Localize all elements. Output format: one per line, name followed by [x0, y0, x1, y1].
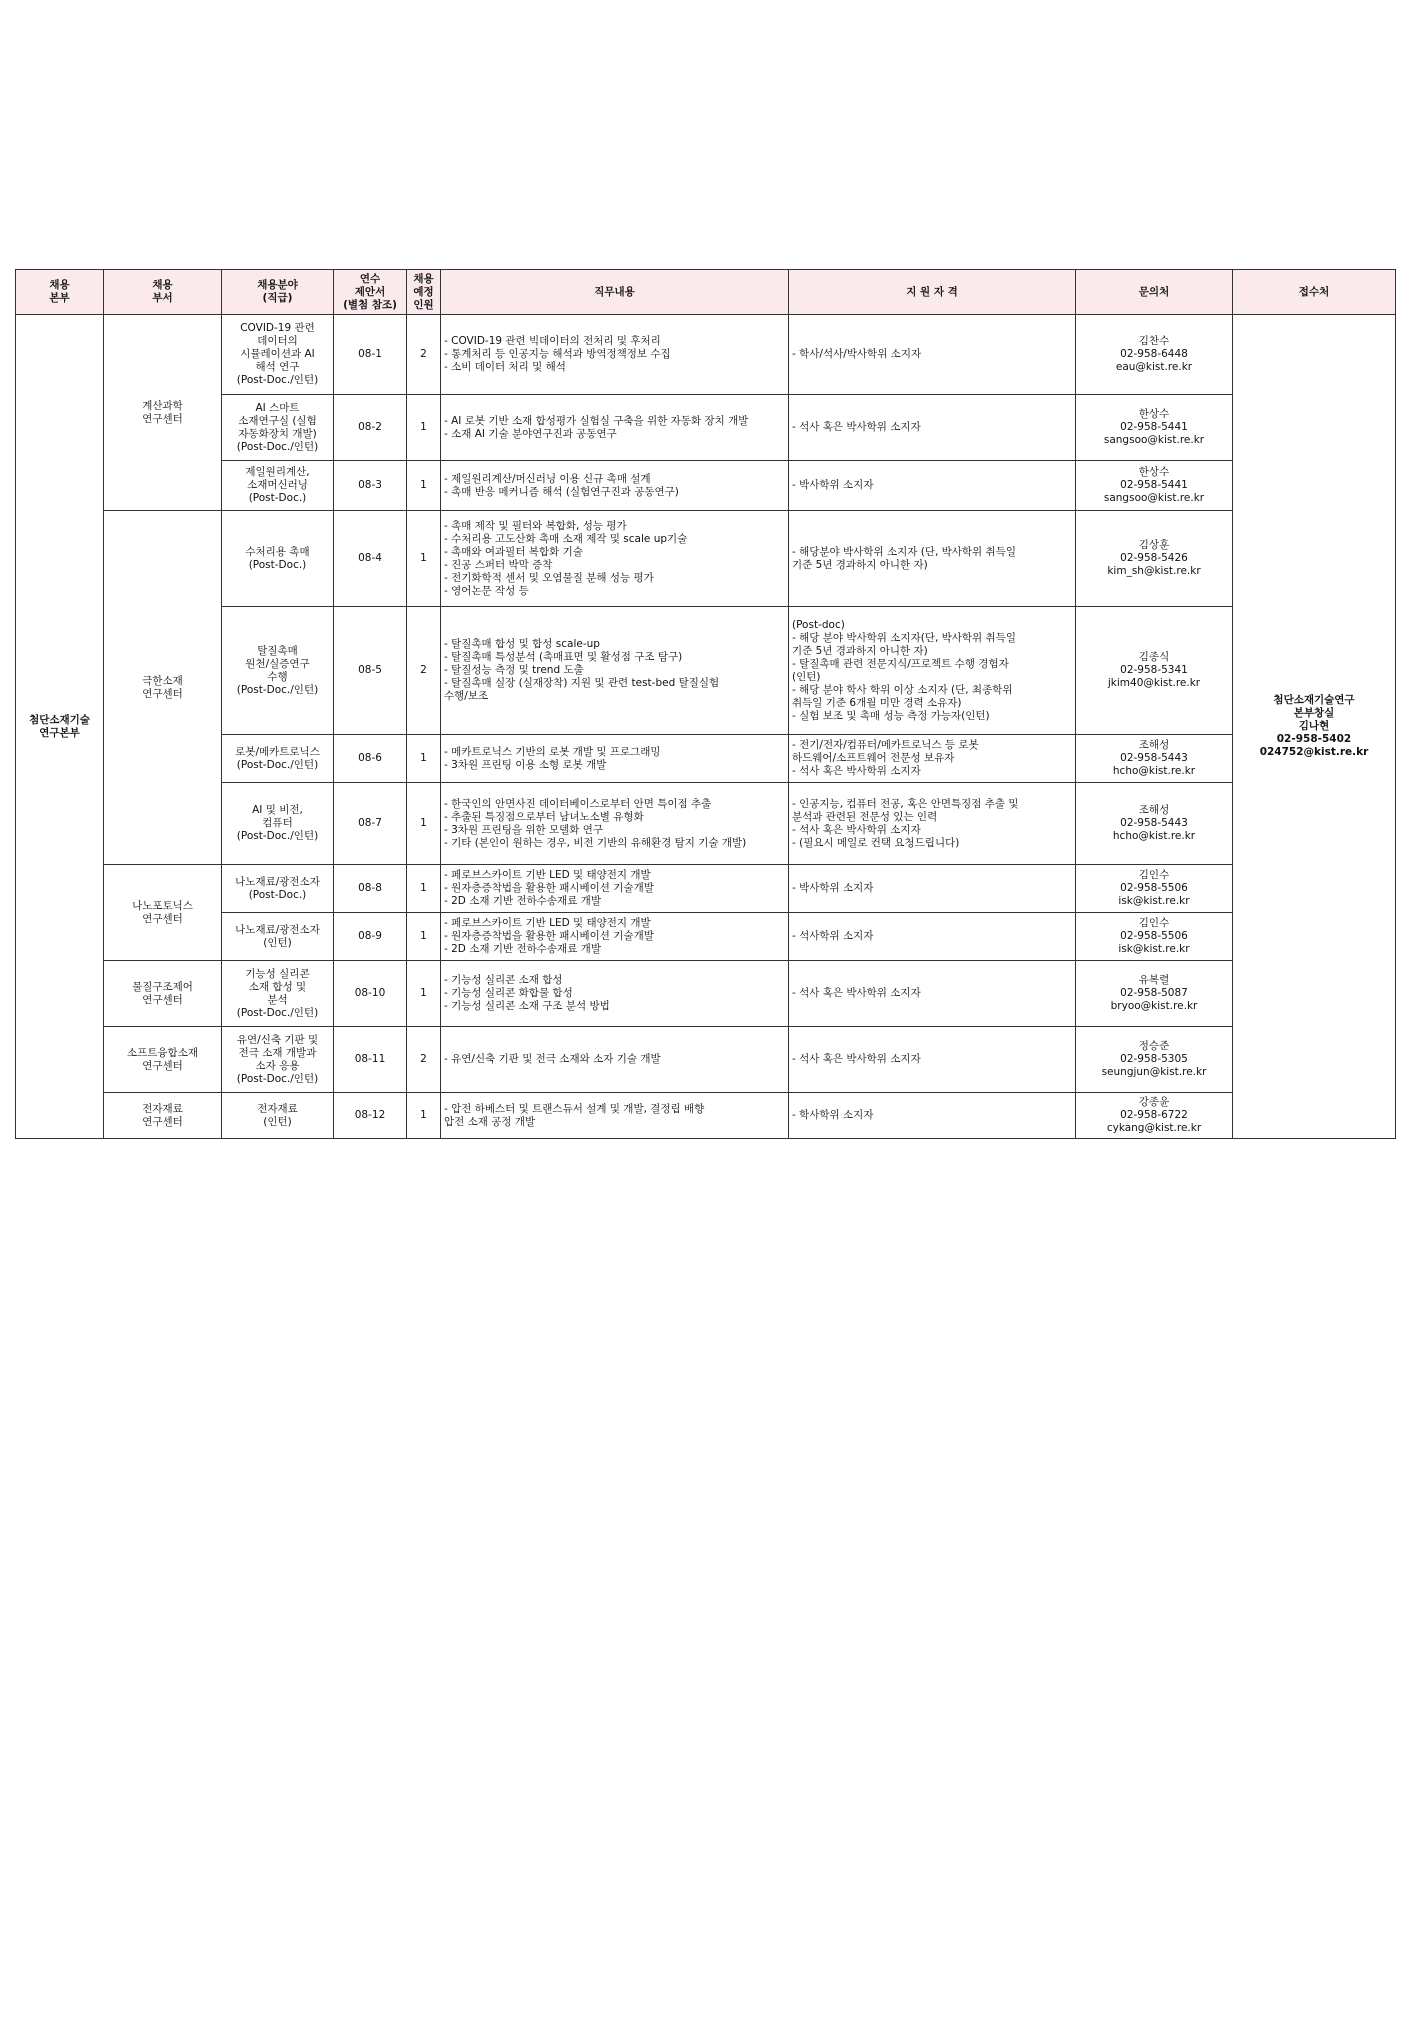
- proposal-code-cell: [334, 913, 407, 961]
- department-text: 나노포토닉스: [132, 899, 193, 912]
- field-text: COVID-19 관련: [240, 322, 315, 334]
- proposal-code-cell: [334, 315, 407, 395]
- contact-line: 02-958-5341: [1120, 664, 1188, 676]
- reception-text: 02-958-5402: [1276, 733, 1352, 745]
- contact-cell: [1076, 607, 1233, 735]
- department-text: 연구센터: [142, 1115, 183, 1128]
- header-text: 예정: [413, 285, 434, 298]
- hire-count: 1: [420, 752, 427, 764]
- duty-line: - 유연/신축 기판 및 전극 소재와 소자 기술 개발: [444, 1053, 661, 1065]
- duties-cell: [441, 315, 789, 395]
- contact-cell: [1076, 913, 1233, 961]
- proposal-code: 08-12: [354, 1109, 386, 1121]
- field-cell: [222, 395, 334, 461]
- proposal-code-cell: [334, 511, 407, 607]
- count-cell: [407, 607, 441, 735]
- header-text: 연수: [359, 272, 381, 285]
- recruitment-table: [15, 269, 1396, 1139]
- field-cell: [222, 511, 334, 607]
- hire-count: 1: [420, 987, 427, 999]
- header-text: 채용: [413, 272, 434, 285]
- qualification-line: - 석사 혹은 박사학위 소지자: [792, 1053, 921, 1065]
- qualification-line: - 탈질촉매 관련 전문지식/프로젝트 수행 경험자: [792, 657, 1009, 670]
- contact-line: 02-958-6722: [1120, 1109, 1188, 1121]
- proposal-code: 08-11: [354, 1053, 386, 1065]
- contact-line: 02-958-5441: [1120, 479, 1188, 491]
- proposal-code: 08-10: [354, 987, 386, 999]
- contact-line: 김인수: [1138, 869, 1170, 881]
- contact-line: 김종식: [1138, 651, 1170, 663]
- qualifications-cell: [789, 315, 1076, 395]
- duties-cell: [441, 607, 789, 735]
- duty-line: - AI 로봇 기반 소재 합성평가 실험실 구축을 위한 자동화 장치 개발: [444, 414, 749, 427]
- header-text: 채용: [152, 279, 173, 291]
- header-qualifications: [789, 270, 1076, 315]
- contact-cell: [1076, 395, 1233, 461]
- qualification-line: - 학사/석사/박사학위 소지자: [792, 348, 922, 360]
- table-body: [16, 315, 1396, 1139]
- duty-line: - 페로브스카이트 기반 LED 및 태양전지 개발: [444, 917, 651, 929]
- proposal-code: 08-4: [358, 552, 382, 564]
- qualification-line: 취득일 기준 6개월 미만 경력 소유자): [792, 696, 962, 709]
- contact-cell: [1076, 865, 1233, 913]
- contact-cell: [1076, 783, 1233, 865]
- contact-line: 02-958-5305: [1120, 1053, 1188, 1065]
- duty-line: - 탈질촉매 특성분석 (촉매표면 및 활성점 구조 탐구): [444, 651, 683, 663]
- field-text: 소재머신러닝: [247, 479, 308, 491]
- contact-line: 김찬수: [1138, 335, 1170, 347]
- hire-count: 2: [420, 348, 427, 360]
- header-text: 직무내용: [594, 285, 635, 298]
- reception-text: 첨단소재기술연구: [1273, 694, 1355, 706]
- table-row: [16, 735, 1396, 783]
- proposal-code: 08-8: [358, 882, 382, 894]
- qualification-line: - 학사학위 소지자: [792, 1109, 874, 1121]
- field-text: 탈질촉매: [257, 644, 298, 657]
- duty-line: - 진공 스퍼터 박막 증착: [444, 558, 553, 571]
- duty-line: - COVID-19 관련 빅데이터의 전처리 및 후처리: [444, 335, 661, 347]
- proposal-code: 08-6: [358, 752, 382, 764]
- duty-line: - 소재 AI 기술 분야연구진과 공동연구: [444, 427, 617, 440]
- duties-cell: [441, 511, 789, 607]
- table-row: [16, 913, 1396, 961]
- field-text: 컴퓨터: [262, 817, 293, 829]
- department-text: 계산과학: [142, 399, 183, 412]
- table-row: [16, 461, 1396, 511]
- header-text: 제안서: [354, 285, 386, 298]
- qualification-line: (인턴): [792, 670, 821, 683]
- duties-cell: [441, 865, 789, 913]
- division-text: 연구본부: [39, 726, 80, 739]
- field-text: 전극 소재 개발과: [238, 1046, 317, 1059]
- proposal-code-cell: [334, 395, 407, 461]
- qualifications-cell: [789, 865, 1076, 913]
- field-text: (Post-Doc.): [248, 492, 307, 504]
- contact-line: 한상수: [1138, 408, 1170, 420]
- duty-line: - 탈질촉매 합성 및 합성 scale-up: [444, 638, 600, 650]
- contact-line: 02-958-5426: [1120, 552, 1188, 564]
- reception-text: 024752@kist.re.kr: [1259, 746, 1369, 758]
- contact-line: 02-958-5506: [1120, 930, 1188, 942]
- count-cell: [407, 395, 441, 461]
- header-reception: [1233, 270, 1396, 315]
- contact-line: isk@kist.re.kr: [1118, 895, 1190, 907]
- duties-cell: [441, 395, 789, 461]
- table-row: [16, 1093, 1396, 1139]
- field-text: 분석: [267, 993, 288, 1006]
- proposal-code: 08-1: [358, 348, 382, 360]
- qualification-line: - 석사 혹은 박사학위 소지자: [792, 987, 921, 999]
- duty-line: - 촉매 제작 및 필터와 복합화, 성능 평가: [444, 519, 627, 532]
- qualifications-cell: [789, 607, 1076, 735]
- proposal-code: 08-7: [358, 817, 382, 829]
- field-text: 나노재료/광전소자: [235, 923, 320, 936]
- field-text: 유연/신축 기판 및: [236, 1033, 319, 1046]
- division-text: 첨단소재기술: [29, 713, 90, 726]
- duty-line: - 3차원 프린팅 이용 소형 로봇 개발: [444, 758, 607, 771]
- qualification-line: - 석사 혹은 박사학위 소지자: [792, 823, 921, 836]
- table-row: [16, 395, 1396, 461]
- field-text: 데이터의: [257, 335, 298, 347]
- duties-cell: [441, 961, 789, 1027]
- qualification-line: - 해당 분야 박사학위 소지자(단, 박사학위 취득일: [792, 631, 1016, 644]
- proposal-code-cell: [334, 865, 407, 913]
- department-text: 연구센터: [142, 993, 183, 1006]
- contact-line: 조해성: [1138, 804, 1170, 816]
- hire-count: 1: [420, 479, 427, 491]
- duty-line: - 수처리용 고도산화 촉매 소재 제작 및 scale up기술: [444, 532, 688, 545]
- qualification-line: - 해당분야 박사학위 소지자 (단, 박사학위 취득일: [792, 545, 1016, 558]
- header-count: [407, 270, 441, 315]
- header-field: [222, 270, 334, 315]
- duty-line: - 기능성 실리콘 화합물 합성: [444, 987, 573, 999]
- hire-count: 1: [420, 882, 427, 894]
- contact-line: sangsoo@kist.re.kr: [1103, 434, 1205, 446]
- duty-line: - 기타 (본인이 원하는 경우, 비전 기반의 유해환경 탐지 기술 개발): [444, 836, 747, 849]
- qualifications-cell: [789, 395, 1076, 461]
- qualification-line: (Post-doc): [792, 618, 845, 631]
- header-division: [16, 270, 104, 315]
- field-cell: [222, 1093, 334, 1139]
- proposal-code-cell: [334, 1027, 407, 1093]
- field-text: 로봇/메카트로닉스: [235, 745, 320, 758]
- contact-line: hcho@kist.re.kr: [1112, 830, 1196, 842]
- qualification-line: - 실험 보조 및 촉매 성능 측정 가능자(인턴): [792, 709, 990, 722]
- field-cell: [222, 865, 334, 913]
- header-text: 본부: [49, 292, 70, 304]
- field-text: 전자재료: [257, 1102, 298, 1115]
- contact-cell: [1076, 511, 1233, 607]
- contact-line: hcho@kist.re.kr: [1112, 765, 1196, 777]
- count-cell: [407, 315, 441, 395]
- reception-text: 본부창실: [1293, 707, 1335, 719]
- contact-line: kim_sh@kist.re.kr: [1107, 565, 1201, 577]
- field-text: 소재 합성 및: [248, 980, 307, 993]
- contact-cell: [1076, 735, 1233, 783]
- proposal-code-cell: [334, 1093, 407, 1139]
- field-text: (Post-Doc./인턴): [236, 440, 319, 453]
- qualification-line: - 석사학위 소지자: [792, 930, 874, 942]
- qualifications-cell: [789, 1093, 1076, 1139]
- table-row: [16, 783, 1396, 865]
- qualification-line: 하드웨어/소프트웨어 전문성 보유자: [792, 752, 955, 764]
- proposal-code-cell: [334, 461, 407, 511]
- header-text: (별첨 참조): [343, 298, 397, 311]
- proposal-code-cell: [334, 783, 407, 865]
- proposal-code: 08-5: [358, 664, 382, 676]
- contact-cell: [1076, 1093, 1233, 1139]
- field-text: AI 및 비전,: [252, 804, 303, 816]
- reception-text: 김나현: [1298, 720, 1330, 732]
- field-cell: [222, 315, 334, 395]
- count-cell: [407, 913, 441, 961]
- contact-line: seungjun@kist.re.kr: [1101, 1066, 1207, 1078]
- contact-line: 02-958-6448: [1120, 348, 1188, 360]
- field-text: 수처리용 촉매: [245, 545, 310, 558]
- department-text: 물질구조제어: [132, 980, 193, 993]
- qualifications-cell: [789, 735, 1076, 783]
- department-cell: [104, 865, 222, 961]
- qualifications-cell: [789, 913, 1076, 961]
- field-cell: [222, 1027, 334, 1093]
- contact-line: bryoo@kist.re.kr: [1110, 1000, 1198, 1012]
- count-cell: [407, 511, 441, 607]
- field-text: 시뮬레이션과 AI: [240, 348, 315, 360]
- header-text: 접수처: [1298, 285, 1330, 298]
- contact-cell: [1076, 461, 1233, 511]
- count-cell: [407, 461, 441, 511]
- department-cell: [104, 315, 222, 511]
- field-text: 소자 응용: [255, 1059, 300, 1072]
- duty-line: - 기능성 실리콘 소재 구조 분석 방법: [444, 1000, 610, 1012]
- proposal-code-cell: [334, 735, 407, 783]
- duty-line: - 소비 데이터 처리 및 해석: [444, 361, 566, 373]
- duty-line: - 메카트로닉스 기반의 로봇 개발 및 프로그래밍: [444, 745, 661, 758]
- duty-line: - 통계처리 등 인공지능 해석과 방역정책정보 수집: [444, 348, 671, 360]
- qualifications-cell: [789, 1027, 1076, 1093]
- field-text: (Post-Doc./인턴): [236, 374, 319, 386]
- contact-line: jkim40@kist.re.kr: [1107, 677, 1201, 689]
- duty-line: 수행/보조: [444, 690, 489, 702]
- department-cell: [104, 511, 222, 865]
- hire-count: 1: [420, 1109, 427, 1121]
- count-cell: [407, 783, 441, 865]
- hire-count: 2: [420, 664, 427, 676]
- qualification-line: - 전기/전자/컴퓨터/메카트로닉스 등 로봇: [792, 739, 979, 751]
- duties-cell: [441, 783, 789, 865]
- header-text: 지 원 자 격: [906, 285, 958, 298]
- qualification-line: - 박사학위 소지자: [792, 882, 874, 894]
- field-cell: [222, 961, 334, 1027]
- qualifications-cell: [789, 783, 1076, 865]
- duties-cell: [441, 461, 789, 511]
- hire-count: 1: [420, 817, 427, 829]
- field-text: (Post-Doc./인턴): [236, 758, 319, 771]
- header-text: 문의처: [1138, 285, 1170, 298]
- contact-line: sangsoo@kist.re.kr: [1103, 492, 1205, 504]
- count-cell: [407, 1027, 441, 1093]
- proposal-code: 08-3: [358, 479, 382, 491]
- duty-line: - 제일원리계산/머신러닝 이용 신규 촉매 설계: [444, 472, 651, 485]
- duty-line: - 페로브스카이트 기반 LED 및 태양전지 개발: [444, 869, 651, 881]
- hire-count: 1: [420, 421, 427, 433]
- contact-line: 정승준: [1138, 1040, 1170, 1052]
- duties-cell: [441, 735, 789, 783]
- contact-line: 강종윤: [1138, 1096, 1170, 1108]
- header-text: 부서: [152, 292, 173, 304]
- contact-line: 유복렬: [1138, 974, 1170, 986]
- qualification-line: 기준 5년 경과하지 아니한 자): [792, 558, 928, 571]
- field-cell: [222, 913, 334, 961]
- department-cell: [104, 1093, 222, 1139]
- contact-line: 02-958-5443: [1120, 752, 1188, 764]
- duty-line: - 원자층증착법을 활용한 패시베이션 기술개발: [444, 882, 654, 894]
- contact-line: 02-958-5087: [1120, 987, 1188, 999]
- contact-line: 김상훈: [1138, 539, 1170, 551]
- duty-line: 압전 소재 공정 개발: [444, 1115, 536, 1128]
- department-text: 연구센터: [142, 912, 183, 925]
- field-text: (Post-Doc./인턴): [236, 683, 319, 696]
- contact-line: 조해성: [1138, 739, 1170, 751]
- proposal-code-cell: [334, 607, 407, 735]
- field-text: (인턴): [263, 936, 292, 949]
- qualification-line: - 석사 혹은 박사학위 소지자: [792, 765, 921, 777]
- contact-line: 02-958-5441: [1120, 421, 1188, 433]
- qualification-line: - 해당 분야 학사 학위 이상 소지자 (단, 최종학위: [792, 683, 1013, 696]
- count-cell: [407, 735, 441, 783]
- table-row: [16, 607, 1396, 735]
- qualifications-cell: [789, 461, 1076, 511]
- field-cell: [222, 607, 334, 735]
- contact-cell: [1076, 1027, 1233, 1093]
- department-text: 연구센터: [142, 687, 183, 700]
- table-row: [16, 315, 1396, 395]
- duty-line: - 3차원 프린팅을 위한 모델화 연구: [444, 823, 604, 836]
- field-cell: [222, 783, 334, 865]
- contact-line: cykang@kist.re.kr: [1106, 1122, 1202, 1134]
- qualification-line: - 석사 혹은 박사학위 소지자: [792, 421, 921, 433]
- header-duties: [441, 270, 789, 315]
- field-text: 기능성 실리콘: [245, 967, 310, 980]
- header-text: 채용: [49, 279, 70, 291]
- table-row: [16, 961, 1396, 1027]
- department-text: 소프트융합소재: [126, 1046, 198, 1059]
- duty-line: - 2D 소재 기반 전하수송재료 개발: [444, 943, 601, 955]
- duty-line: - 촉매와 여과필터 복합화 기술: [444, 545, 583, 558]
- department-text: 연구센터: [142, 412, 183, 425]
- contact-cell: [1076, 315, 1233, 395]
- field-text: (Post-Doc./인턴): [236, 830, 319, 842]
- header-text: 인원: [413, 298, 434, 311]
- duty-line: - 2D 소재 기반 전하수송재료 개발: [444, 895, 601, 907]
- hire-count: 2: [420, 1053, 427, 1065]
- count-cell: [407, 961, 441, 1027]
- count-cell: [407, 1093, 441, 1139]
- table-row: [16, 511, 1396, 607]
- department-cell: [104, 961, 222, 1027]
- field-text: (Post-Doc.): [248, 558, 307, 571]
- field-text: 해석 연구: [255, 361, 300, 373]
- duties-cell: [441, 1093, 789, 1139]
- duties-cell: [441, 913, 789, 961]
- field-text: 제일원리계산,: [245, 466, 310, 478]
- contact-line: 02-958-5443: [1120, 817, 1188, 829]
- header-text: (직급): [262, 292, 293, 304]
- contact-line: 한상수: [1138, 466, 1170, 478]
- duty-line: - 기능성 실리콘 소재 합성: [444, 974, 563, 986]
- duty-line: - 촉매 반응 메커니즘 해석 (실험연구진과 공동연구): [444, 485, 679, 498]
- field-text: 소재연구실 (실험: [238, 414, 317, 427]
- header-text: 채용분야: [257, 279, 298, 291]
- field-text: 나노재료/광전소자: [235, 875, 320, 888]
- hire-count: 1: [420, 552, 427, 564]
- field-text: 수행: [267, 670, 288, 683]
- reception-cell: [1233, 315, 1396, 1139]
- field-text: (Post-Doc.): [248, 888, 307, 901]
- proposal-code: 08-2: [358, 421, 382, 433]
- header-row: [16, 270, 1396, 315]
- field-text: 자동화장치 개발): [238, 427, 317, 440]
- contact-line: isk@kist.re.kr: [1118, 943, 1190, 955]
- field-cell: [222, 461, 334, 511]
- field-text: 원천/실증연구: [245, 657, 310, 670]
- contact-line: eau@kist.re.kr: [1115, 361, 1193, 373]
- duty-line: - 압전 하베스터 및 트랜스듀서 설계 및 개발, 결정립 배향: [444, 1102, 705, 1115]
- department-text: 연구센터: [142, 1059, 183, 1072]
- hire-count: 1: [420, 930, 427, 942]
- header-department: [104, 270, 222, 315]
- table-row: [16, 865, 1396, 913]
- duty-line: - 영어논문 작성 등: [444, 584, 529, 597]
- duty-line: - 원자층증착법을 활용한 패시베이션 기술개발: [444, 930, 654, 942]
- field-text: AI 스마트: [255, 401, 300, 414]
- contact-line: 김인수: [1138, 917, 1170, 929]
- header-contact: [1076, 270, 1233, 315]
- qualification-line: 분석과 관련된 전문성 있는 인력: [792, 810, 938, 823]
- duty-line: - 한국인의 안면사진 데이터베이스로부터 안면 특이점 추출: [444, 797, 712, 810]
- department-text: 전자재료: [142, 1102, 183, 1115]
- qualification-line: - 인공지능, 컴퓨터 전공, 혹은 안면특징점 추출 및: [792, 797, 1019, 810]
- count-cell: [407, 865, 441, 913]
- table-row: [16, 1027, 1396, 1093]
- header-proposal: [334, 270, 407, 315]
- department-cell: [104, 1027, 222, 1093]
- department-text: 극한소재: [142, 674, 183, 687]
- field-text: (Post-Doc./인턴): [236, 1006, 319, 1019]
- division-cell: [16, 315, 104, 1139]
- duty-line: - 전기화학적 센서 및 오염물질 분해 성능 평가: [444, 571, 654, 584]
- qualification-line: - 박사학위 소지자: [792, 479, 874, 491]
- duties-cell: [441, 1027, 789, 1093]
- qualifications-cell: [789, 961, 1076, 1027]
- contact-line: 02-958-5506: [1120, 882, 1188, 894]
- qualification-line: - (필요시 메일로 컨택 요청드립니다): [792, 836, 960, 849]
- duty-line: - 탈질촉매 실장 (실재장착) 지원 및 관련 test-bed 탈질실험: [444, 677, 720, 689]
- qualifications-cell: [789, 511, 1076, 607]
- proposal-code-cell: [334, 961, 407, 1027]
- duty-line: - 추출된 특징점으로부터 남녀노소별 유형화: [444, 810, 644, 823]
- contact-cell: [1076, 961, 1233, 1027]
- field-text: (인턴): [263, 1115, 292, 1128]
- qualification-line: 기준 5년 경과하지 아니한 자): [792, 644, 928, 657]
- proposal-code: 08-9: [358, 930, 382, 942]
- field-cell: [222, 735, 334, 783]
- duty-line: - 탈질성능 측정 및 trend 도출: [444, 664, 584, 676]
- field-text: (Post-Doc./인턴): [236, 1072, 319, 1085]
